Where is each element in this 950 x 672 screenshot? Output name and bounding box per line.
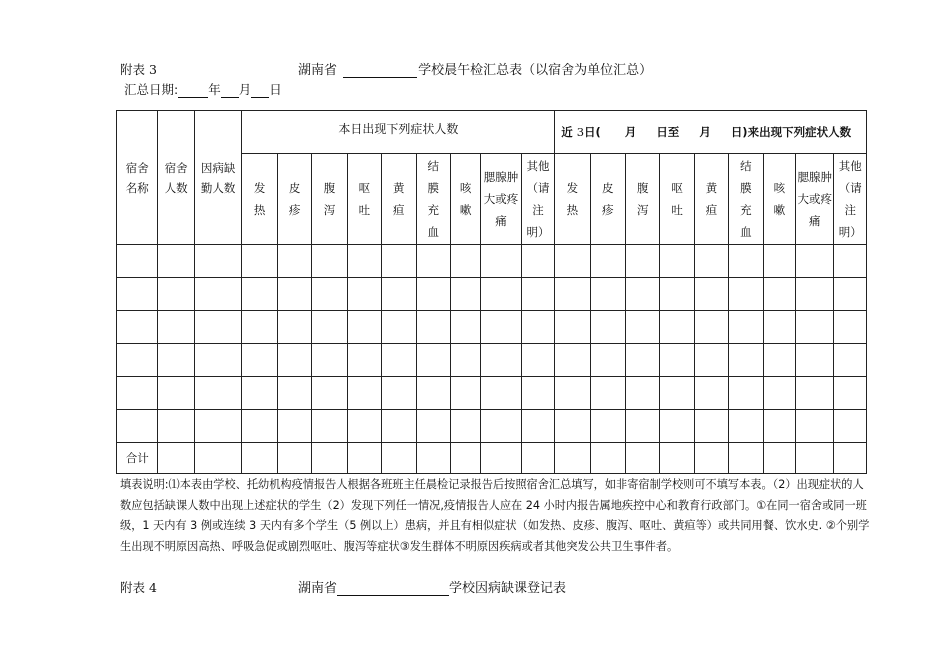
table-cell (312, 278, 347, 311)
appendix-4-title (298, 577, 566, 596)
table-cell (194, 311, 242, 344)
symptom-fever: 发热 (242, 154, 277, 245)
year-label: 年 (208, 82, 221, 97)
month-label: 月 (238, 82, 252, 97)
table-cell (347, 377, 381, 410)
year-blank (178, 82, 208, 98)
table-cell (450, 377, 480, 410)
table-cell (555, 278, 590, 311)
table-cell (555, 377, 590, 410)
table-cell (242, 410, 277, 443)
province-label: 湖南省 (298, 581, 338, 596)
table-cell (450, 278, 480, 311)
table-cell (555, 344, 590, 377)
table-cell (626, 278, 660, 311)
table-cell (834, 344, 867, 377)
table-cell (481, 311, 521, 344)
today-symptoms-header: 本日出现下列症状人数 (242, 111, 555, 154)
table-cell (590, 377, 625, 410)
table-row (117, 278, 867, 311)
table-cell (521, 410, 554, 443)
symptom-parotid-swelling: 腮腺肿大或疼痛 (481, 154, 521, 245)
form-title: 学校晨午检汇总表（以宿舍为单位汇总） (418, 63, 653, 78)
table-cell (796, 377, 834, 410)
table-cell (729, 245, 763, 278)
table-cell (158, 311, 194, 344)
table-cell (194, 344, 242, 377)
table-cell (796, 410, 834, 443)
table-cell (277, 410, 311, 443)
table-cell (382, 245, 416, 278)
table-cell (242, 245, 277, 278)
table-cell (763, 278, 795, 311)
recent-symptoms-header: 近 3日( 月 日至 月 日)来出现下列症状人数 (555, 111, 867, 154)
table-cell (312, 344, 347, 377)
table-cell (312, 311, 347, 344)
table-cell (834, 410, 867, 443)
table-cell (729, 344, 763, 377)
table-cell (416, 311, 450, 344)
table-cell (763, 311, 795, 344)
table-cell (277, 278, 311, 311)
table-cell (158, 344, 194, 377)
table-cell (834, 311, 867, 344)
table-cell (694, 245, 728, 278)
table-cell (312, 377, 347, 410)
table-cell (626, 344, 660, 377)
table-cell (729, 377, 763, 410)
symptom-rash: 皮疹 (277, 154, 311, 245)
table-cell (763, 245, 795, 278)
table-cell (382, 377, 416, 410)
table-cell (382, 344, 416, 377)
table-cell (416, 410, 450, 443)
table-row (117, 410, 867, 443)
summary-date (124, 80, 282, 98)
table-cell (382, 311, 416, 344)
table-cell (382, 278, 416, 311)
table-cell (242, 377, 277, 410)
table-row (117, 344, 867, 377)
table-cell (555, 245, 590, 278)
table-cell (347, 245, 381, 278)
table-cell (834, 245, 867, 278)
table-row (117, 311, 867, 344)
symptom-diarrhea: 腹泻 (312, 154, 347, 245)
total-row (117, 443, 867, 474)
table-cell (347, 344, 381, 377)
school-name-blank (337, 580, 449, 596)
table-cell (834, 278, 867, 311)
table-cell (117, 245, 158, 278)
table-cell (481, 377, 521, 410)
table-cell (312, 410, 347, 443)
sick-absent-header: 因病缺勤人数 (194, 111, 242, 245)
table-cell (626, 410, 660, 443)
table-cell (555, 410, 590, 443)
table-cell (194, 410, 242, 443)
table-cell (117, 344, 158, 377)
table-cell (277, 377, 311, 410)
table-cell (481, 278, 521, 311)
table-cell (521, 377, 554, 410)
date-prefix: 汇总日期: (124, 82, 179, 97)
table-cell (481, 344, 521, 377)
table-cell (729, 278, 763, 311)
table-row (117, 245, 867, 278)
table-cell (694, 377, 728, 410)
table-cell (347, 410, 381, 443)
table-cell (660, 344, 694, 377)
symptom-parotid-swelling: 腮腺肿大或疼痛 (796, 154, 834, 245)
dorm-name-header: 宿舍名称 (117, 111, 158, 245)
table-cell (194, 377, 242, 410)
table-cell (660, 410, 694, 443)
table-cell (590, 344, 625, 377)
table-cell (450, 344, 480, 377)
table-cell (694, 410, 728, 443)
table-cell (277, 311, 311, 344)
table-cell (626, 377, 660, 410)
table-cell (450, 410, 480, 443)
table-cell (450, 245, 480, 278)
table-cell (796, 311, 834, 344)
province-label: 湖南省 (298, 63, 338, 78)
table-cell (660, 278, 694, 311)
table-cell (416, 245, 450, 278)
table-cell (242, 311, 277, 344)
dorm-count-header: 宿舍人数 (158, 111, 194, 245)
table-cell (416, 377, 450, 410)
table-cell (660, 245, 694, 278)
symptom-conjunctival-congestion: 结膜充血 (729, 154, 763, 245)
table-cell (796, 344, 834, 377)
symptom-vomiting: 呕吐 (660, 154, 694, 245)
table-cell (481, 245, 521, 278)
table-cell (117, 410, 158, 443)
symptom-jaundice: 黄疸 (694, 154, 728, 245)
table-cell (694, 344, 728, 377)
table-row (117, 377, 867, 410)
school-name-blank (343, 62, 417, 78)
day-blank (251, 82, 269, 98)
symptom-rash: 皮疹 (590, 154, 625, 245)
table-cell (521, 278, 554, 311)
table-cell (694, 311, 728, 344)
table-cell (796, 278, 834, 311)
table-cell (158, 377, 194, 410)
form-title: 学校因病缺课登记表 (449, 581, 567, 596)
table-cell (694, 278, 728, 311)
appendix-3-label: 附表 3 (120, 62, 157, 77)
table-cell (347, 278, 381, 311)
table-cell (626, 311, 660, 344)
table-cell (626, 245, 660, 278)
table-cell (660, 377, 694, 410)
symptom-cough: 咳嗽 (450, 154, 480, 245)
table-cell (158, 410, 194, 443)
table-cell (590, 311, 625, 344)
table-cell (382, 410, 416, 443)
table-cell (312, 245, 347, 278)
table-cell (277, 344, 311, 377)
table-cell (729, 410, 763, 443)
symptom-cough: 咳嗽 (763, 154, 795, 245)
table-cell (416, 344, 450, 377)
table-cell (521, 245, 554, 278)
table-cell (521, 344, 554, 377)
table-cell (450, 311, 480, 344)
table-cell (555, 311, 590, 344)
table-cell (194, 278, 242, 311)
table-cell (117, 278, 158, 311)
symptom-other: 其他（请注明） (521, 154, 554, 245)
symptom-fever: 发热 (555, 154, 590, 245)
table-cell (277, 245, 311, 278)
symptom-jaundice: 黄疸 (382, 154, 416, 245)
table-cell (242, 278, 277, 311)
table-cell (194, 245, 242, 278)
table-cell (590, 245, 625, 278)
table-cell (763, 344, 795, 377)
symptom-conjunctival-congestion: 结膜充血 (416, 154, 450, 245)
appendix-4-label: 附表 4 (120, 580, 157, 595)
table-cell (834, 377, 867, 410)
table-cell (521, 311, 554, 344)
table-cell (158, 245, 194, 278)
table-cell (763, 377, 795, 410)
table-cell (590, 410, 625, 443)
month-blank (221, 82, 239, 98)
table-cell (117, 377, 158, 410)
table-cell (117, 311, 158, 344)
appendix-3-title (298, 59, 652, 78)
table-cell (590, 278, 625, 311)
table-cell (729, 311, 763, 344)
table-cell (242, 344, 277, 377)
table-cell (660, 311, 694, 344)
table-cell (763, 410, 795, 443)
table-cell (481, 410, 521, 443)
summary-table (116, 110, 867, 474)
filling-instructions: 填表说明:⑴本表由学校、托幼机构疫情报告人根据各班班主任晨检记录报告后按照宿舍汇总填写，如非寄宿制学校则可不填写本表。（2）出现症状的人数应包括缺课人数中出现上述症状的学生（2）发现下列任一情况,疫情报告人应在 24 小时内报告属地疾控中心和教育行政部门。①在同一宿舍或同一班级，1 天内有 3 例或连续 3 天内有多个学生（5 例以上）患病，并且有相似症状（如发热、皮疹、腹泻、呕吐、黄疸等）或共同用餐、饮水史. ②个别学生出现不明原因高热、呼吸急促或剧烈呕吐、腹泻等症状③发生群体不明原因疾病或者其他突发公共卫生事件者。 (120, 478, 870, 553)
symptom-diarrhea: 腹泻 (626, 154, 660, 245)
table-cell (796, 245, 834, 278)
total-label: 合计 (117, 443, 158, 474)
day-label: 日 (269, 82, 282, 97)
symptom-other: 其他（请注明） (834, 154, 867, 245)
symptom-vomiting: 呕吐 (347, 154, 381, 245)
table-cell (416, 278, 450, 311)
table-cell (347, 311, 381, 344)
table-cell (158, 278, 194, 311)
